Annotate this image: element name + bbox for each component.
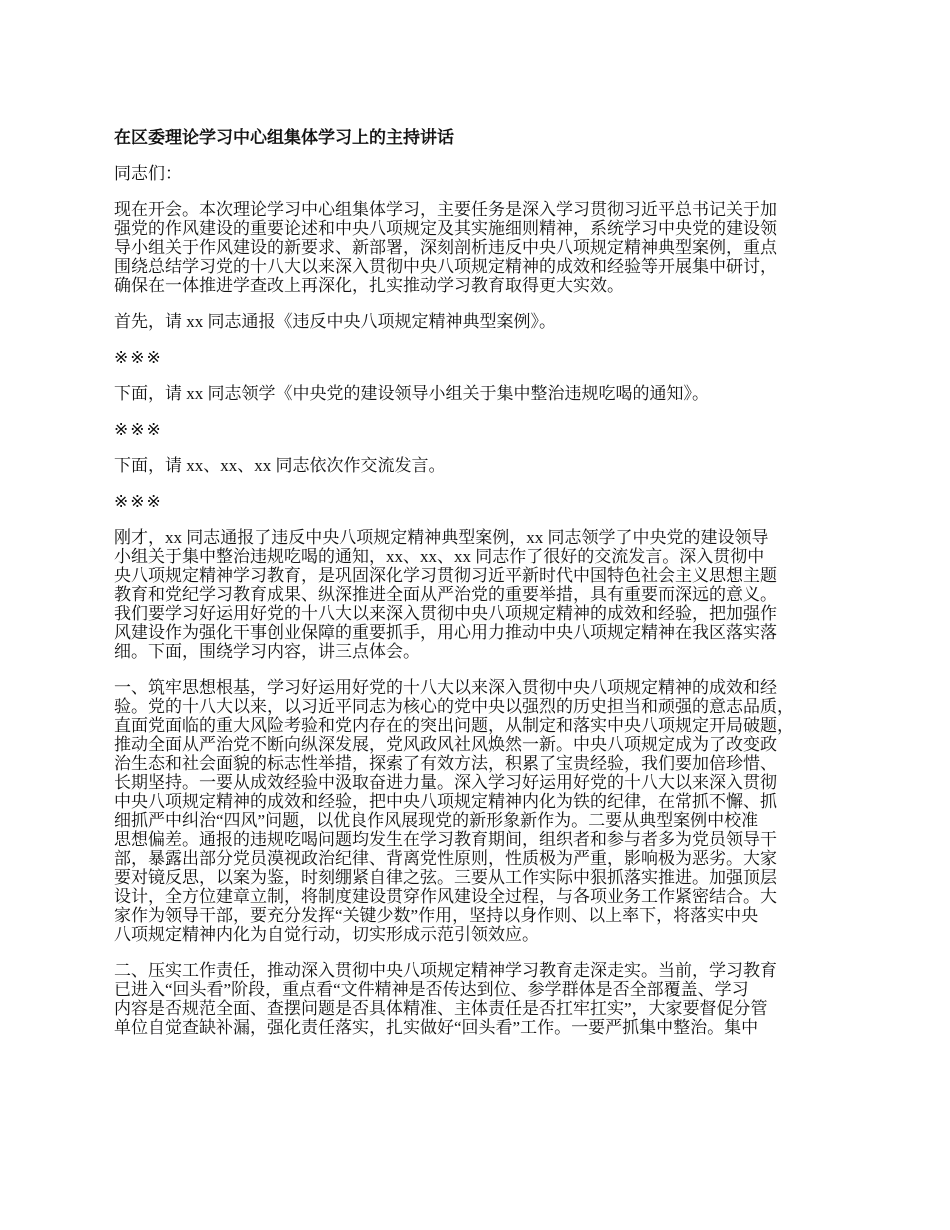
text-line: 直面党面临的重大风险考验和党内存在的突出问题，从制定和落实中央八项规定开局破题， (114, 716, 794, 735)
text-line: 强党的作风建设的重要论述和中央八项规定及其实施细则精神，系统学习中央党的建设领 (114, 219, 777, 238)
text-line: 推动全面从严治党不断向纵深发展，党风政风社风焕然一新。中央八项规定成为了改变政 (114, 735, 777, 754)
text-line: 同志们： (114, 164, 182, 183)
paragraph (114, 200, 844, 295)
text-line: 首先，请 xx 同志通报《违反中央八项规定精神典型案例》。 (114, 312, 556, 331)
text-line: 内容是否规范全面、查摆问题是否具体精准、主体责任是否扛牢扛实”，大家要督促分管 (114, 999, 768, 1018)
text-line: 下面，请 xx、xx、xx 同志依次作交流发言。 (114, 456, 446, 475)
text-line: 央八项规定精神学习教育，是巩固深化学习贯彻习近平新时代中国特色社会主义思想主题 (114, 566, 777, 585)
text-line: 风建设作为强化干事创业保障的重要抓手，用心用力推动中央八项规定精神在我区落实落 (114, 623, 777, 642)
paragraph (114, 312, 844, 331)
text-line: 长期坚持。一要从成效经验中汲取奋进力量。深入学习好运用好党的十八大以来深入贯彻 (114, 773, 777, 792)
text-line: 已进入“回头看”阶段，重点看“文件精神是否传达到位、参学群体是否全部覆盖、学习 (114, 980, 749, 999)
text-line: 导小组关于作风建设的新要求、新部署，深刻剖析违反中央八项规定精神典型案例，重点 (114, 238, 777, 257)
paragraph (114, 678, 844, 944)
text-line: 现在开会。本次理论学习中心组集体学习，主要任务是深入学习贯彻习近平总书记关于加 (114, 200, 777, 219)
text-line: 一、筑牢思想根基，学习好运用好党的十八大以来深入贯彻中央八项规定精神的成效和经 (114, 678, 777, 697)
document-body (114, 164, 844, 1037)
paragraph (114, 384, 844, 403)
text-line: ※※※ (114, 348, 163, 367)
text-line: 八项规定精神内化为自觉行动，切实形成示范引领效应。 (114, 925, 539, 944)
section-separator (114, 492, 844, 511)
text-line: 验。党的十八大以来，以习近平同志为核心的党中央以强烈的历史担当和顽强的意志品质， (114, 697, 794, 716)
text-line: ※※※ (114, 420, 163, 439)
text-line: 设计，全方位建章立制，将制度建设贯穿作风建设全过程，与各项业务工作紧密结合。大 (114, 887, 777, 906)
text-line: ※※※ (114, 492, 163, 511)
section-separator (114, 420, 844, 439)
text-line: 细。下面，围绕学习内容，讲三点体会。 (114, 642, 420, 661)
section-separator (114, 348, 844, 367)
text-line: 要对镜反思，以案为鉴，时刻绷紧自律之弦。三要从工作实际中狠抓落实推进。加强顶层 (114, 868, 777, 887)
text-line: 围绕总结学习党的十八大以来深入贯彻中央八项规定精神的成效和经验等开展集中研讨， (114, 257, 777, 276)
text-line: 小组关于集中整治违规吃喝的通知，xx、xx、xx 同志作了很好的交流发言。深入贯彻中 (114, 547, 765, 566)
text-line: 教育和党纪学习教育成果、纵深推进全面从严治党的重要举措，具有重要而深远的意义。 (114, 585, 777, 604)
text-line: 思想偏差。通报的违规吃喝问题均发生在学习教育期间，组织者和参与者多为党员领导干 (114, 830, 777, 849)
text-line: 细抓严中纠治“四风”问题，以优良作风展现党的新形象新作为。二要从典型案例中校准 (114, 811, 759, 830)
text-line: 中央八项规定精神的成效和经验，把中央八项规定精神内化为铁的纪律，在常抓不懈、抓 (114, 792, 777, 811)
paragraph (114, 456, 844, 475)
text-line: 部，暴露出部分党员漠视政治纪律、背离党性原则，性质极为严重，影响极为恶劣。大家 (114, 849, 777, 868)
document-title: 在区委理论学习中心组集体学习上的主持讲话 (114, 128, 454, 147)
text-line: 刚才，xx 同志通报了违反中央八项规定精神典型案例，xx 同志领学了中央党的建设领导 (114, 528, 769, 547)
document-page (114, 128, 844, 1054)
text-line: 二、压实工作责任，推动深入贯彻中央八项规定精神学习教育走深走实。当前，学习教育 (114, 961, 777, 980)
text-line: 治生态和社会面貌的标志性举措，探索了有效方法，积累了宝贵经验，我们要加倍珍惜、 (114, 754, 777, 773)
paragraph (114, 528, 844, 661)
text-line: 我们要学习好运用好党的十八大以来深入贯彻中央八项规定精神的成效和经验，把加强作 (114, 604, 777, 623)
text-line: 下面，请 xx 同志领学《中央党的建设领导小组关于集中整治违规吃喝的通知》。 (114, 384, 709, 403)
text-line: 单位自觉查缺补漏，强化责任落实，扎实做好“回头看”工作。一要严抓集中整治。集中 (114, 1018, 759, 1037)
paragraph (114, 961, 844, 1037)
text-line: 确保在一体推进学查改上再深化，扎实推动学习教育取得更大实效。 (114, 276, 624, 295)
text-line: 家作为领导干部，要充分发挥“关键少数”作用，坚持以身作则、以上率下，将落实中央 (114, 906, 759, 925)
salutation (114, 164, 844, 183)
